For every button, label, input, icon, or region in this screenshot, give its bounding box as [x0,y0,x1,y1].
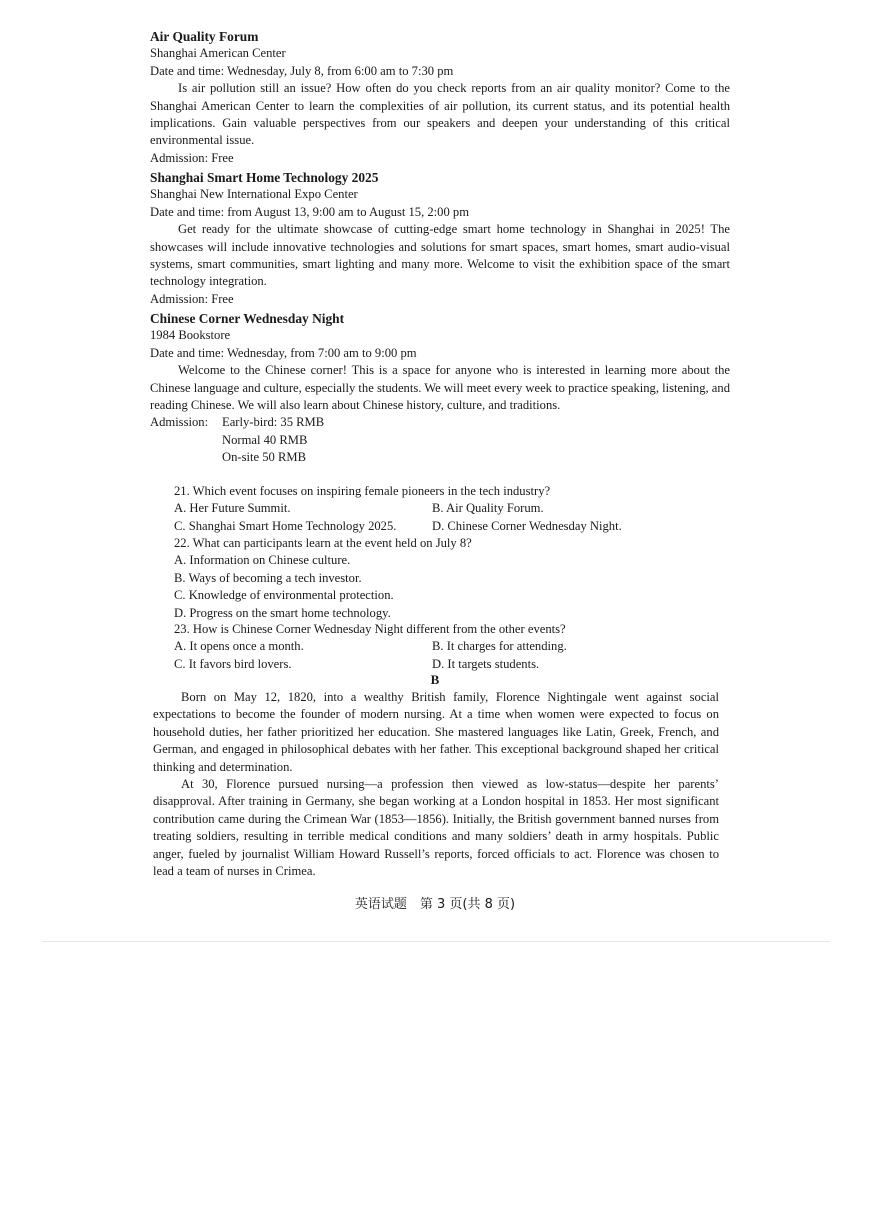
event-admission [150,414,730,466]
option-b: B. It charges for attending. [432,639,567,654]
page-footer: 英语试题 第 3 页(共 8 页) [354,897,516,912]
option-a: A. It opens once a month. [174,639,304,654]
option-b: B. Air Quality Forum. [432,501,544,516]
admission-prices [222,414,324,466]
option-c: C. Knowledge of environmental protection. [174,588,394,603]
price-line: Normal 40 RMB [222,432,308,447]
price-line: On-site 50 RMB [222,450,306,465]
event-venue: Shanghai American Center [150,46,286,61]
option-d: D. Progress on the smart home technology. [174,605,391,620]
event-datetime: Date and time: Wednesday, July 8, from 6:00 am to 7:30 pm [150,63,454,78]
option-row [174,656,734,673]
event-admission: Admission: Free [150,150,234,165]
question-22 [174,535,734,622]
option-row [174,518,734,535]
option-c: C. Shanghai Smart Home Technology 2025. [174,518,397,533]
option-a: A. Her Future Summit. [174,501,291,516]
option-d: D. It targets students. [432,656,540,671]
option-row [174,638,734,655]
event-title: Air Quality Forum [150,29,259,44]
event-smart-home-technology [150,169,730,308]
event-description: Is air pollution still an issue? How often do you check reports from an air quality monitor? Come to the Shanghai American Center to learn the complexities of air pollution, its current status, and its potential health implications. Gain valuable perspectives from our speakers and deepen your understanding of this critical environmental issue. [150,81,730,148]
question-21 [174,483,734,535]
event-venue: Shanghai New International Expo Center [150,187,358,202]
section-b-heading: B [430,672,440,687]
event-admission: Admission: Free [150,291,234,306]
event-chinese-corner [150,310,730,467]
page-divider [42,941,830,942]
event-air-quality-forum [150,28,730,167]
option-row [174,500,734,517]
option-c: C. It favors bird lovers. [174,656,292,671]
question-stem: 21. Which event focuses on inspiring female pioneers in the tech industry? [174,484,551,498]
event-description: Get ready for the ultimate showcase of cutting-edge smart home technology in Shanghai in 2025! The showcases will include innovative technologies and solutions for smart spaces, smart homes, smart audio-visual systems, smart communities, smart lighting and many more. Welcome to visit the exhibition space of the smart technology integration. [150,222,730,289]
event-datetime: Date and time: Wednesday, from 7:00 am to 9:00 pm [150,345,417,360]
event-title: Chinese Corner Wednesday Night [150,311,345,326]
event-title: Shanghai Smart Home Technology 2025 [150,170,379,185]
price-line: Early-bird: 35 RMB [222,415,325,430]
event-datetime: Date and time: from August 13, 9:00 am to August 15, 2:00 pm [150,204,470,219]
option-d: D. Chinese Corner Wednesday Night. [432,518,622,533]
question-23 [174,621,734,673]
event-venue: 1984 Bookstore [150,328,231,343]
passage-paragraph: At 30, Florence pursued nursing—a profession then viewed as low-status—despite her parents’ disapproval. After training in Germany, she began working at a London hospital in 1853. Her most significant contribution came during the Crimean War (1853—1856). Initially, the British government banned nurses from treating soldiers, resulting in terrible medical conditions and many soldiers’ death in army hospitals. Public anger, fueled by journalist William Howard Russell’s reports, forced officials to act. Florence was chosen to lead a team of nurses in Crimea. [153,777,719,879]
event-description: Welcome to the Chinese corner! This is a space for anyone who is interested in learning more about the Chinese language and culture, especially the students. We will meet every week to practice speaking, listening, and reading Chinese. We will also learn about Chinese history, culture, and traditions. [150,363,730,413]
question-stem: 22. What can participants learn at the event held on July 8? [174,536,472,550]
option-a: A. Information on Chinese culture. [174,553,351,568]
admission-label: Admission: [150,415,209,430]
passage-paragraph: Born on May 12, 1820, into a wealthy British family, Florence Nightingale went against social expectations to become the founder of modern nursing. At a time when women were expected to focus on household duties, her father prioritized her education. She mastered languages like Latin, Greek, French, and German, and engaged in philosophical debates with her father. This exceptional background shaped her critical thinking and determination. [153,690,719,774]
question-stem: 23. How is Chinese Corner Wednesday Night different from the other events? [174,622,566,636]
option-b: B. Ways of becoming a tech investor. [174,570,362,585]
section-b-passage [153,689,719,880]
